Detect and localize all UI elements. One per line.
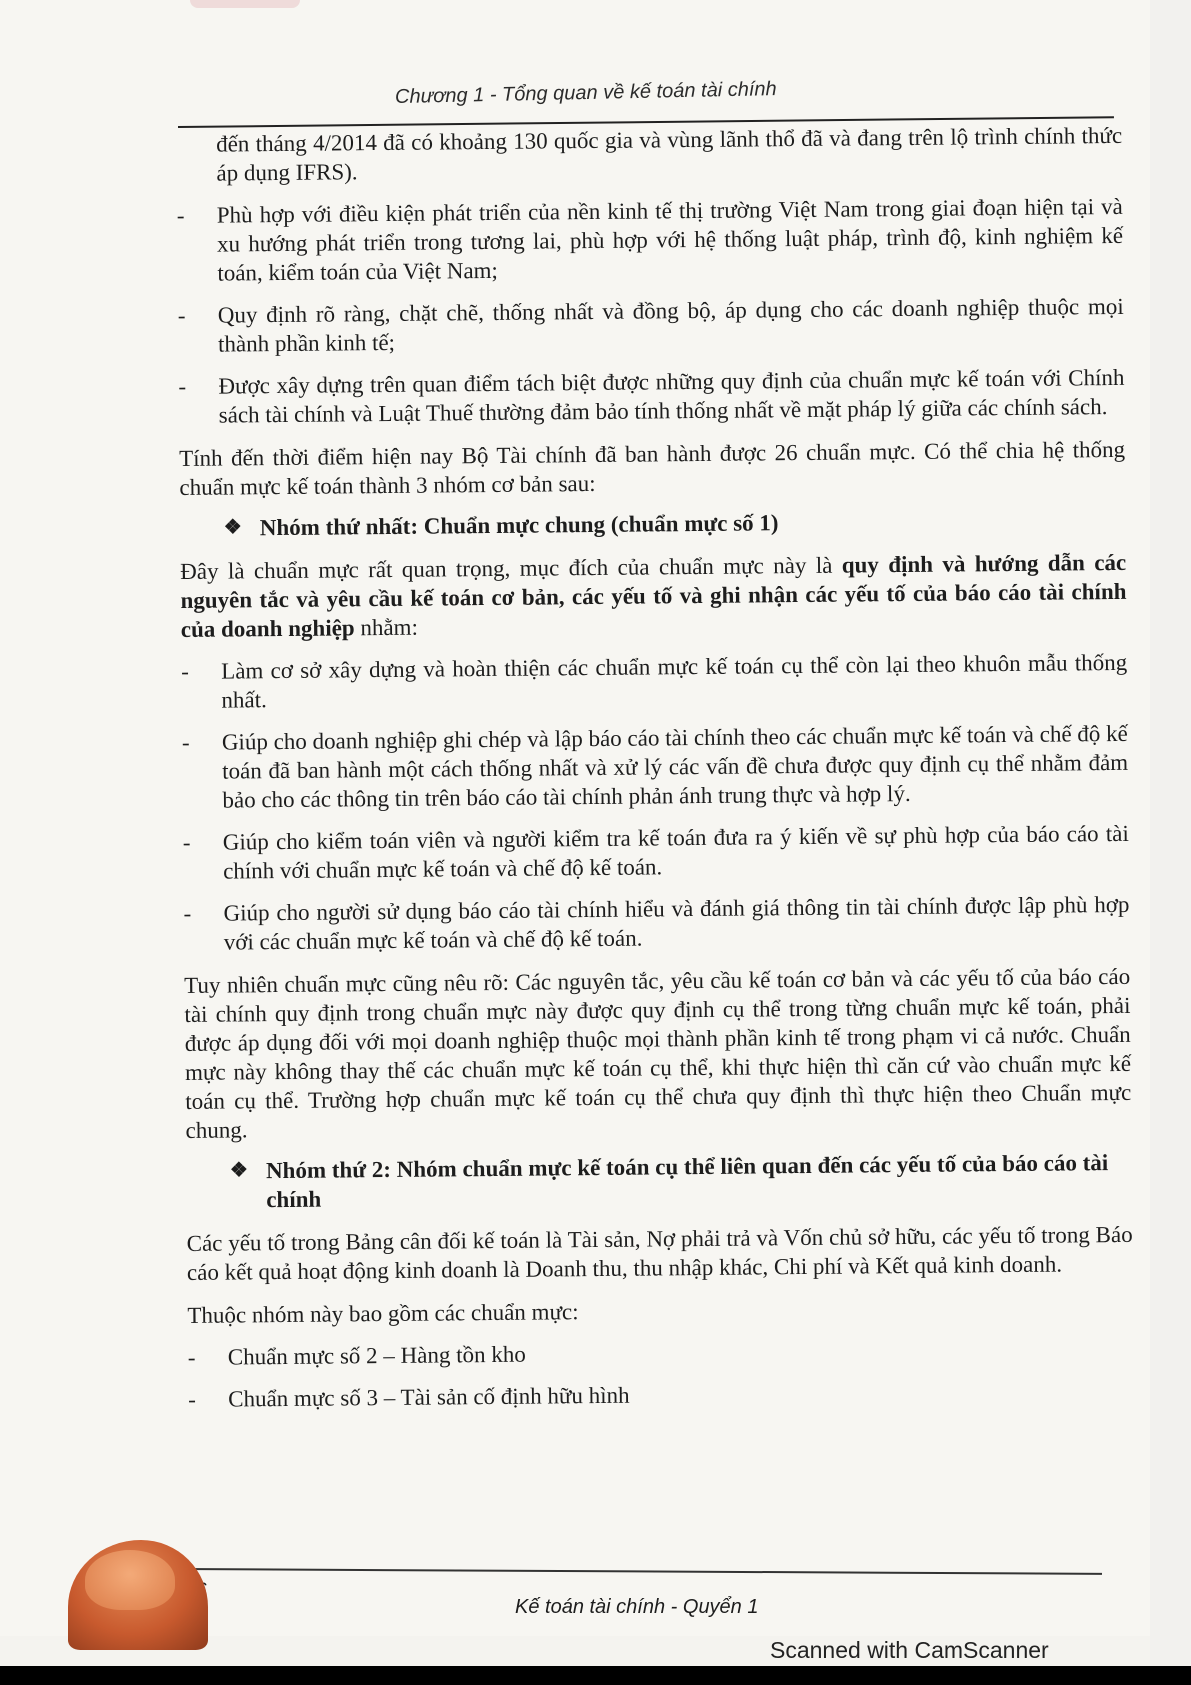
dash-bullet: - [181,658,189,684]
heading-text: Nhóm thứ nhất: Chuẩn mực chung (chuẩn mực số 1) [259,510,779,541]
diamond-bullet-icon: ❖ [223,516,242,539]
section-heading [180,505,1126,543]
list-item [182,719,1129,815]
dash-bullet: - [187,1344,196,1370]
list-item-text: Phù hợp với điều kiện phát triển của nền kinh tế thị trường Việt Nam trong giai đoạn hiện tại và xu hướng phát triển trong tương lai, phù hợp với hệ thống luật pháp, trình độ, kinh nghiệm kế toán, kiểm toán của Việt Nam; [216,193,1124,286]
paragraph-text: Đây là chuẩn mực rất quan trọng, mục đích của chuẩn mực này là [180,552,842,584]
paragraph: Tính đến thời điểm hiện nay Bộ Tài chính đã ban hành được 26 chuẩn mực. Có thể chia hệ thống chuẩn mực kế toán thành 3 nhóm cơ bản sau: [179,436,1126,500]
paragraph: Thuộc nhóm này bao gồm các chuẩn mực: [187,1299,579,1328]
dash-bullet: - [183,900,192,926]
running-header: Chương 1 - Tổng quan về kế toán tài chính [394,78,777,108]
list-item-text: Giúp cho người sử dụng báo cáo tài chính hiểu và đánh giá thông tin tài chính được lập phù hợp với các chuẩn mực kế toán và chế độ kế toán. [223,891,1130,955]
intro-continuation: đến tháng 4/2014 đã có khoảng 130 quốc gia và vùng lãnh thổ đã và đang trên lộ trình chính thức áp dụng IFRS). [216,122,1123,186]
dash-bullet: - [178,373,187,399]
dash-bullet: - [188,1386,196,1412]
list-item-text: Chuẩn mực số 2 – Hàng tồn kho [227,1341,526,1370]
paragraph [180,548,1127,644]
diamond-bullet-icon: ❖ [229,1159,249,1182]
paragraph-text: nhằm: [354,614,419,641]
scanner-watermark: Scanned with CamScanner [770,1637,1049,1663]
page-body [176,121,1134,1414]
list-item-text: Làm cơ sở xây dựng và hoàn thiện các chuẩn mực kế toán cụ thể còn lại theo khuôn mẫu thống nhất. [221,649,1128,713]
page-edge [1150,0,1191,1685]
list-item-text: Được xây dựng trên quan điểm tách biệt được những quy định của chuẩn mực kế toán với Chính sách tài chính và Luật Thuế thường đảm bảo tính thống nhất về mặt pháp lý giữa các chính sách. [218,364,1125,428]
list-item [183,890,1130,957]
list-item-text: Giúp cho doanh nghiệp ghi chép và lập báo cáo tài chính theo các chuẩn mực kế toán và chế độ kế toán đã ban hành một cách thống nhất và xử lý các vấn đề chưa được quy định cụ thể nhằm đảm bảo cho các thông tin trên báo cáo tài chính phản ánh trung thực và hợp lý. [221,720,1129,813]
paragraph-bold-text: quy định và hướng dẫn các nguyên tắc và yêu cầu kế toán cơ bản, các yếu tố và ghi nhận các yếu tố của báo cáo tài chính của doanh nghiệp [180,549,1127,642]
section-heading [186,1148,1133,1215]
list-item [177,192,1124,288]
dash-bullet: - [182,829,191,855]
fingernail-photo [85,1550,175,1610]
top-smudge [190,0,300,8]
list-item [181,648,1128,715]
paragraph: Các yếu tố trong Bảng cân đối kế toán là Tài sản, Nợ phải trả và Vốn chủ sở hữu, các yếu tố trong Báo cáo kết quả hoạt động kinh doanh là Doanh thu, thu nhập khác, Chi phí và Kết quả kinh doanh. [186,1221,1133,1285]
list-item-text: Quy định rõ ràng, chặt chẽ, thống nhất và đồng bộ, áp dụng cho các doanh nghiệp thuộc mọi thành phần kinh tế; [217,293,1124,357]
list-item [178,363,1125,430]
list-item [178,292,1125,359]
list-item-text: Giúp cho kiểm toán viên và người kiểm tra kế toán đưa ra ý kiến về sự phù hợp của báo cáo tài chính với chuẩn mực kế toán và chế độ kế toán. [222,820,1129,884]
paragraph: Tuy nhiên chuẩn mực cũng nêu rõ: Các nguyên tắc, yêu cầu kế toán cơ bản và các yếu tố của báo cáo tài chính quy định trong chuẩn mực này được quy định cụ thể trong từng chuẩn mực kế toán, phải được áp dụng đối với mọi doanh nghiệp thuộc mọi thành phần kinh tế trong phạm vi cả nước. Chuẩn mực này không thay thế các chuẩn mực kế toán cụ thể, khi thực hiện thì căn cứ vào chuẩn mực kế toán cụ thể. Trường hợp chuẩn mực kế toán cụ thể chưa quy định thì thực hiện theo Chuẩn mực chung. [184,963,1132,1143]
dash-bullet: - [177,302,186,328]
dash-bullet: - [176,202,185,228]
dash-bullet: - [181,729,190,755]
running-footer: Kế toán tài chính - Quyển 1 [515,1596,759,1618]
heading-text: Nhóm thứ 2: Nhóm chuẩn mực kế toán cụ thể liên quan đến các yếu tố của báo cáo tài chính [265,1150,1109,1213]
list-item [188,1334,1134,1372]
list-item [183,819,1130,886]
bottom-black-band [0,1666,1191,1685]
list-item-text: Chuẩn mực số 3 – Tài sản cố định hữu hình [228,1382,630,1412]
